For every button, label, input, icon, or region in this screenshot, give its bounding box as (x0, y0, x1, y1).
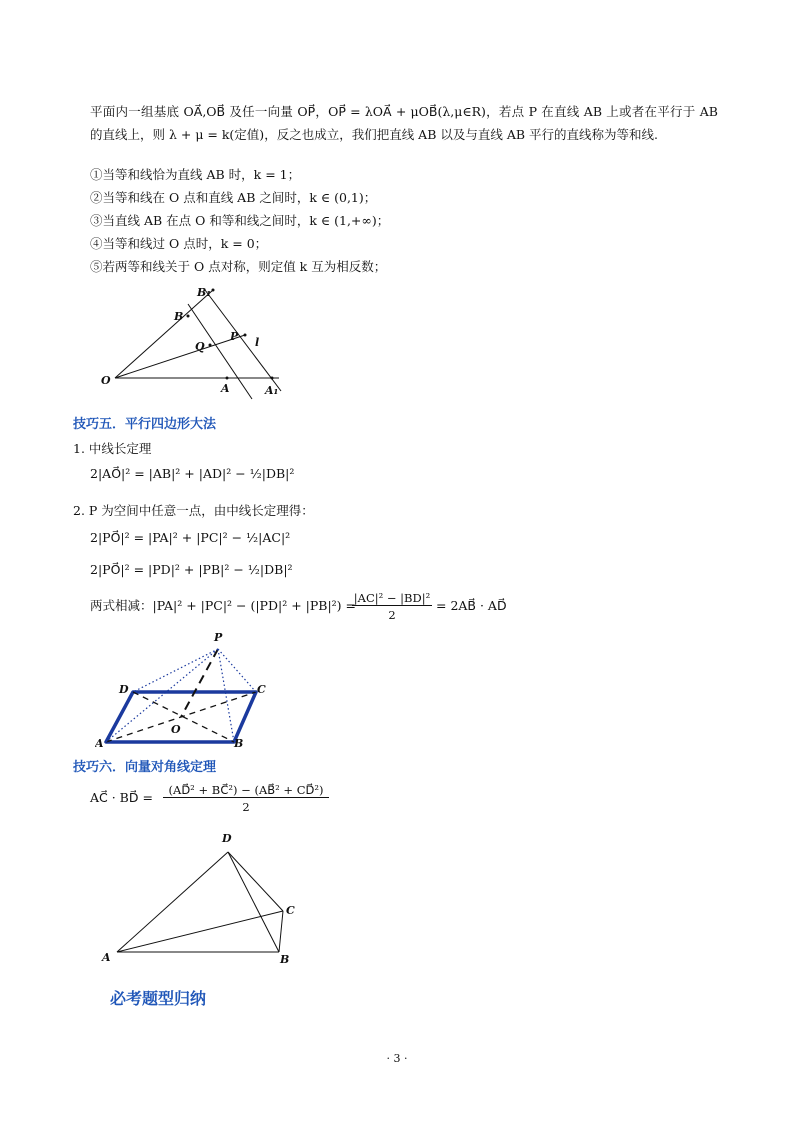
fig3-label-A: A (102, 951, 111, 964)
item-3: ③当直线 AB 在点 O 和等和线之间时，k ∈ (1,+∞)； (90, 213, 390, 228)
fig1-label-A: A (221, 382, 230, 395)
section5-item2-formula2: 2|PO⃗|² = |PD|² + |PB|² − ½|DB|² (90, 562, 293, 577)
fig2-label-O: O (171, 723, 181, 736)
figure-parallelogram-pyramid (95, 625, 275, 750)
fig1-label-Q: Q (195, 340, 205, 353)
fig2-label-D: D (119, 683, 129, 696)
section5-frac-bar (352, 605, 432, 606)
section6-formula-left: AC⃗ · BD⃗ = (90, 790, 153, 805)
section5-subtract-prefix: 两式相减：|PA|² + |PC|² − (|PD|² + |PB|²) = (90, 598, 356, 613)
fig2-label-P: P (214, 631, 223, 644)
intro-paragraph: 平面内一组基底 OA⃗,OB⃗ 及任一向量 OP⃗，OP⃗ = λOA⃗ + μOB⃗(λ,μ∈R)，若点 P 在直线 AB 上或者在平行于 AB 的直线上，则 λ + μ = k(定值)，反之也成立，我们把直线 AB 以及与直线 AB 平行的直线称为等和线. (90, 104, 718, 142)
section5-result: = 2AB⃗ · AD⃗ (436, 598, 507, 613)
figure-vector-diagonal (95, 825, 310, 970)
fig1-label-l: l (255, 336, 260, 349)
fig2-label-A: A (95, 737, 104, 750)
item-1: ①当等和线恰为直线 AB 时，k = 1； (90, 167, 301, 182)
fig3-label-D: D (222, 832, 232, 845)
section5-frac-num: |AC|² − |BD|² (353, 591, 431, 605)
summary-heading: 必考题型归纳 (110, 989, 207, 1008)
section5-item1-formula: 2|AO⃗|² = |AB|² + |AD|² − ½|DB|² (90, 466, 295, 481)
section5-frac-den: 2 (388, 608, 396, 622)
section5-item1-title: 1. 中线长定理 (73, 441, 152, 456)
section6-frac-bar (163, 797, 329, 798)
fig3-label-B: B (280, 953, 290, 966)
section5-heading: 技巧五．平行四边形大法 (73, 417, 217, 432)
section6-frac-num: (AD⃗² + BC⃗²) − (AB⃗² + CD⃗²) (168, 783, 324, 797)
fig1-label-B1: B₁ (197, 286, 212, 299)
item-2: ②当等和线在 O 点和直线 AB 之间时，k ∈ (0,1)； (90, 190, 377, 205)
section6-frac-den: 2 (242, 800, 250, 814)
item-4: ④当等和线过 O 点时，k = 0； (90, 236, 268, 251)
fig2-label-C: C (257, 683, 266, 696)
fig2-label-B: B (234, 737, 244, 750)
fig3-label-C: C (286, 904, 295, 917)
fig1-label-A1: A₁ (265, 384, 279, 397)
fig1-label-O: O (101, 374, 111, 387)
figure-equal-sum-lines (95, 280, 295, 405)
page-number: · 3 · (386, 1052, 408, 1065)
fig1-label-B: B (174, 310, 184, 323)
section6-heading: 技巧六．向量对角线定理 (73, 760, 217, 775)
section5-item2-title: 2. P 为空间中任意一点，由中线长定理得： (73, 503, 314, 518)
section5-item2-formula1: 2|PO⃗|² = |PA|² + |PC|² − ½|AC|² (90, 530, 291, 545)
item-5: ⑤若两等和线关于 O 点对称，则定值 k 互为相反数； (90, 259, 387, 274)
fig1-label-P: P (230, 330, 239, 343)
